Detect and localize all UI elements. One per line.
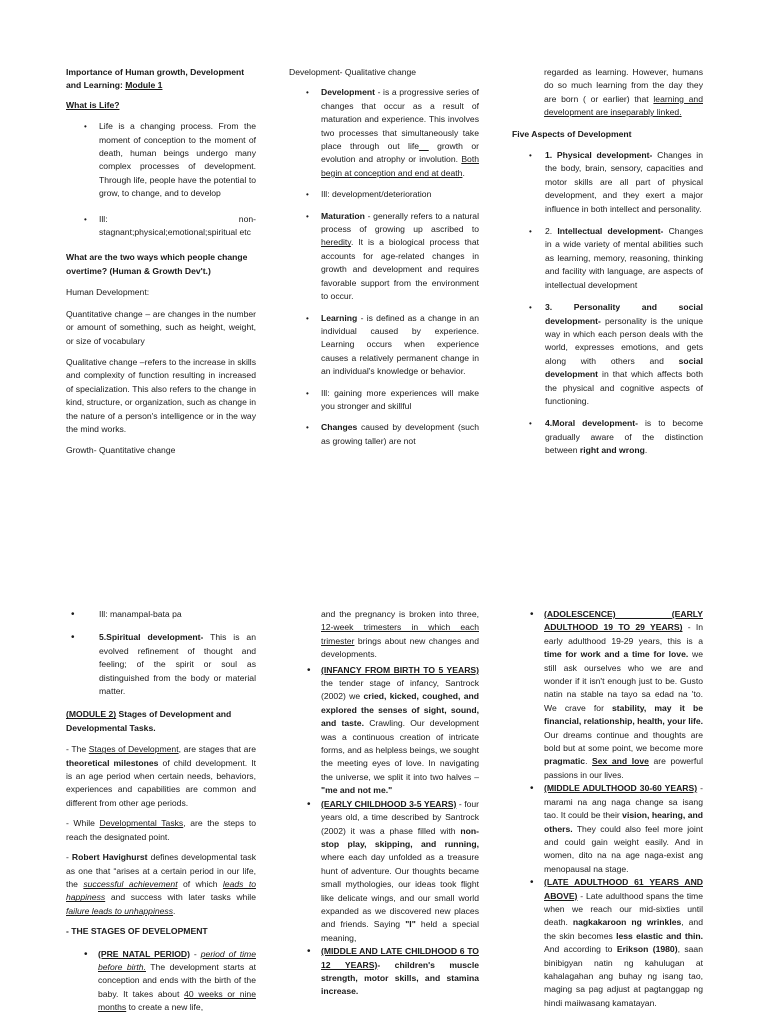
life-bullet-list [66,120,256,239]
learning-illustration-bullet: • Ill: gaining more experiences will make you stronger and skillful [289,387,479,414]
stages-list-start [66,948,256,1015]
life-illustration-bullet: • Ill: non-stagnant;physical;emotional;spiritual etc [66,213,256,240]
learning-continuation: regarded as learning. However, humans do so much learning from the day they are born ( or earlier) that learning and development are inseparably linked. [544,67,703,118]
development-terms-list [289,86,479,448]
stages-of-development-text: - The Stages of Development, are stages that are theoretical milestones of child development. It is an age period when certain needs, behaviors, experiences and capabilities are common and different from other age periods. [66,744,257,808]
stages-heading: - THE STAGES OF DEVELOPMENT [66,926,208,937]
development-qualitative-label: Development- Qualitative change [289,67,417,77]
prenatal-period-bullet: • (PRE NATAL PERIOD) - period of time before birth. The development starts at conception and ends with the birth of the baby. It takes about 40 weeks or nine months to create a new life, [79,948,256,1015]
column-3 [512,66,703,466]
module-1-title: Importance of Human growth, Development and Learning: Module 1 [66,67,245,91]
physical-development-bullet: • 1. Physical development- Changes in the body, brain, sensory, capacities and motor skills are all part of physical development, and they exert a major influence in both intellect and personality. [512,149,703,216]
what-is-life-heading: What is Life? [66,99,120,110]
development-bullet: • Development - is a progressive series of changes that occur as a result of maturation and experience. This involves two processes that simultaneously take place through out life__ growth or evolution and atrophy or involution. Both begin at conception and end at death. [289,86,479,180]
intellectual-development-bullet: • 2. Intellectual development- Changes in a wide variety of mental abilities such as learning, memory, reasoning, thinking and facility with language, are aspects of intellectual development [512,225,703,292]
quantitative-change-text: Quantitative change – are changes in the number or amount of something, such as height, weight, or size of vocabulary [66,308,256,346]
adolescence-early-adulthood-bullet: • (ADOLESCENCE) (EARLY ADULTHOOD 19 TO 29 YEARS) - In early adulthood 19-29 years, this is a time for work and a time for love. we still ask ourselves who we are and wonder if it isn't enough just to be. Gusto natin na stable na tayo sa edad na 'to. We crave for stability, may it be financial, relationship, health, your life. Our dreams continue and thoughts are bold but at some point, we become more pragmatic. Sex and love are powerful passions in our lives. [525,608,703,782]
late-adulthood-bullet: • (LATE ADULTHOOD 61 YEARS AND ABOVE) - Late adulthood spans the time when we reach our mid-sixties until death. nagkakaroon ng wrinkles, and the skin becomes less elastic and thin. And according to Erikson (1980), saan binibigyan natin ng kahulugan at kahalagahan ang buhay ng isang tao, maging sa pag adjust at pagtanggap ng hindi maiiwasang kamatayan. [525,876,703,1010]
module-1-label: Module 1 [125,80,163,91]
human-development-label: Human Development: [66,287,150,298]
module-2-heading: (MODULE 2) Stages of Development and Developmental Tasks. [66,709,232,733]
developmental-tasks-text: - While Developmental Tasks, are the steps to reach the designated point. [66,818,256,842]
learning-bullet: • Learning - is defined as a change in an individual caused by experience. Learning occurs when experience causes a relatively permanent change in an individual's knowledge or behavior. [289,312,479,379]
development-illustration-bullet: • Ill: development/deterioration [289,188,479,201]
early-childhood-bullet: • (EARLY CHILDHOOD 3-5 YEARS) - four years old, a time described by Santrock (2002) it was a phase filled with non-stop play, skipping, and running, where each day unfolded as a treasure hunt of adventure. Our thoughts became small mythologies, our ideas took flight like delicate wings, and our small world expanded as we discovered new places and friends. Saying "I" held a special meaning, [302,798,479,945]
column-1 [66,66,256,465]
column-5 [302,608,479,999]
changes-bullet: • Changes caused by development (such as growing taller) are not [289,421,479,448]
personality-social-development-bullet: • 3. Personality and social development- personality is the unique way in which each person deals with the world, expresses emotions, and gets along with others and social development in that which affects both the physical and cognitive aspects of functioning. [512,301,703,408]
column-2 [289,66,479,456]
life-bullet: • Life is a changing process. From the moment of conception to the moment of death, human beings undergo many complex processes of development. Through life, people have the potential to grow, to change, and to develop [66,120,256,200]
five-aspects-heading: Five Aspects of Development [512,128,632,139]
manampal-illustration-bullet: • Ill: manampal-bata pa [66,608,256,621]
stages-list-middle [302,664,479,999]
column-6 [525,608,703,1010]
two-ways-question: What are the two ways which people change overtime? (Human & Growth Dev't.) [66,252,248,276]
column-4 [66,608,256,1023]
prenatal-continuation: and the pregnancy is broken into three, 12-week trimesters in which each trimester brings about new changes and developments. [321,609,479,660]
moral-development-bullet: • 4.Moral development- is to become gradually aware of the distinction between right and wrong. [512,417,703,457]
qualitative-change-text: Qualitative change –refers to the increase in skills and complexity of function resulting in increased of specialization. This also refers to the change in kind, structure, or organization, such as change in the nature of a person's intelligence or in the way the mind works. [66,356,256,434]
growth-definition: Growth- Quantitative change [66,445,176,456]
havighurst-text: - Robert Havighurst defines developmental task as one that “arises at a certain period in our life, the successful achievement of which leads to happiness and success with later tasks while failure leads to unhappiness. [66,852,257,916]
maturation-bullet: • Maturation - generally refers to a natural process of growing up ascribed to heredity. It is a biological process that accounts for age-related changes in growth and development and requires favorable support from the environment to occur. [289,210,479,304]
middle-adulthood-bullet: • (MIDDLE ADULTHOOD 30-60 YEARS) - marami na ang naga change sa isang tao. It could be their vision, hearing, and others. They could also feel more joint and could gain weight easily. And in women, dito na na age naga-exist ang menopausal na stage. [525,782,703,876]
infancy-bullet: • (INFANCY FROM BIRTH TO 5 YEARS) the tender stage of infancy, Santrock (2002) we cried, kicked, coughed, and explored the senses of sight, sound, and taste. Crawling. Our development was a continuous creation of intricate forms, and as helpless beings, we sought the meeting eyes of love. In navigating the universe, we split it into two halves – "me and not me." [302,664,479,798]
spiritual-list [66,608,256,698]
stages-list-end [525,608,703,1010]
five-aspects-list [512,149,703,458]
middle-late-childhood-bullet: • (MIDDLE AND LATE CHILDHOOD 6 TO 12 YEARS)- children's muscle strength, motor skills, and stamina increase. [302,945,479,999]
spiritual-development-bullet: • 5.Spiritual development- This is an evolved refinement of thought and feeling; of the spirit or soul as distinguished from the body or material matter. [66,631,256,698]
